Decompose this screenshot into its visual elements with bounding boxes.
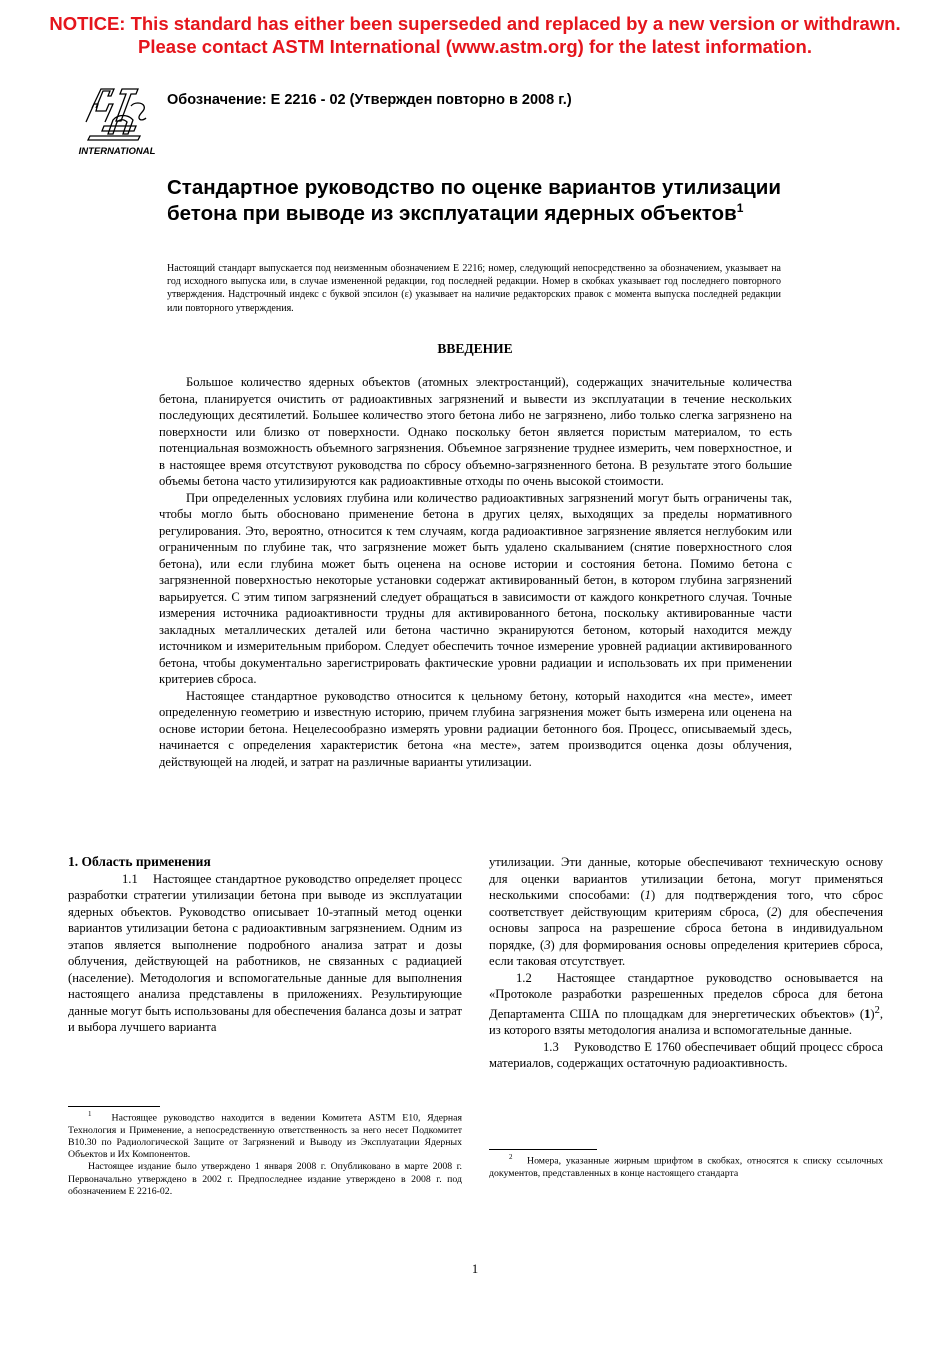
astm-international-logo-icon (76, 84, 158, 158)
intro-paragraph: Настоящее стандартное руководство относится к цельному бетону, который находится «на месте», имеет определенную геометрию и известную историю, причем глубина загрязнения может быть измерена или оценена на основе истории бетона. Нецелесообразно измерять уровни радиации бетонного боя. Процесс, описываемый здесь, начинается с определения характеристик бетона «на месте», затем производится оценка дозы облучения, действующей на людей, и затрат на различные варианты утилизации. (159, 688, 792, 769)
footnote-mark: 2 (509, 1153, 513, 1161)
paragraph-number: 1.1 (122, 871, 138, 886)
left-column (68, 854, 462, 1036)
list-number: 3 (544, 937, 551, 952)
footnote-mark: 1 (88, 1110, 92, 1118)
intro-body (159, 374, 792, 770)
standard-note: Настоящий стандарт выпускается под неизменным обозначением E 2216; номер, следующий непосредственно за обозначением, указывает на год исходного выпуска или, в случае измененной редакции, год последней редакции. Номер в скобках указывает год последнего повторного утверждения. Надстрочный индекс с буквой эпсилон (ε) указывает на наличие редакторских правок с момента выпуска последней редакции или повторного утверждения. (167, 263, 781, 314)
paragraph-text: ) для подтверждения того, что сброс соответствует действующим критериям сброса, ( (489, 888, 883, 919)
footnote-2 (489, 1151, 883, 1180)
paragraph-1-2: 1.2 Настоящее стандартное руководство основывается на «Протоколе разработки разрешенных пределов сброса для бетона Департамента США по площадкам для энергетических объектов» $(1)^2$, из которого взяты методология анализа и вспомогательные данные. (489, 970, 883, 1038)
paragraph-1-1 (68, 871, 462, 1036)
title-text: Стандартное руководство по оценке вариантов утилизации бетона при выводе из эксплуатации ядерных объектов (167, 176, 781, 225)
paragraph-1-1-continued (489, 854, 883, 970)
paragraph-text: утилизации. Эти данные, которые обеспечивают техническую основу для оценки вариантов утилизации бетона, могут применяться несколькими способами: ( (489, 855, 883, 902)
paragraph-1-3 (489, 1039, 883, 1072)
notice-line-2: Please contact ASTM International (www.astm.org) for the latest information. (138, 36, 812, 57)
intro-heading: ВВЕДЕНИЕ (437, 341, 513, 356)
paragraph-text: Руководство E 1760 обеспечивает общий процесс сброса материалов, содержащих остаточную радиоактивность. (489, 1039, 883, 1071)
list-number: 2 (771, 904, 778, 919)
supersession-notice (0, 12, 950, 58)
list-number: 1 (644, 888, 651, 902)
footnote-text: Настоящее руководство находится в ведении Комитета ASTM E10, Ядерная Технология и Применение, а непосредственную ответственность за него несет Подкомитет B10.30 по Радиологической Защите от Загрязнений и Выводу из Эксплуатации Ядерных Объектов и Их Компонентов. (68, 1112, 462, 1161)
footnote-paragraph: Настоящее издание было утверждено 1 января 2008 г. Опубликовано в марте 2008 г. Первоначально утверждено в 2002 г. Предпоследнее издание утверждено в 2008 г. под обозначением E 2216-02. (68, 1161, 462, 1198)
paragraph-text: Настоящее стандартное руководство определяет процесс разработки стратегии утилизации бетона при выводе из эксплуатации ядерных объектов. Руководство описывает 10-этапный метод оценки вариантов утилизации бетона с радиоактивным загрязнением. Одним из этапов является выполнение подробного анализа затрат и дозы облучения, действующей на работников, не связанных с радиацией (население). Методология и вспомогательные данные для выполнения настоящего анализа представлены в приложениях. Результирующие данные могут быть использованы для обеспечения баланса дозы и затрат и выбора лучшего варианта (68, 871, 462, 1034)
paragraph-text: , из которого взяты методология анализа и вспомогательные данные. (489, 1006, 883, 1038)
page-number: 1 (471, 1262, 479, 1276)
paragraph-number: 1.2 (516, 970, 532, 985)
right-column (489, 854, 883, 1072)
intro-paragraph: При определенных условиях глубина или количество радиоактивных загрязнений могут быть ограничены так, чтобы могло быть обосновано применение бетона в других целях, выходящих за пределы нормативного регулирования. Это, вероятно, относится к тем случаям, когда радиоактивное загрязнение является неглубоким или ограниченным по глубине так, что загрязнение может быть удалено скалыванием (снятие поверхностного слоя бетона), или если глубина может быть оценена на основе истории и состояния бетона. Помимо бетона с загрязненной поверхностью некоторые установки содержат активированный бетон, в котором глубина загрязнений варьируется. С этим типом загрязнений следует обращаться в зависимости от каждого конкретного случая. Точные измерения источника радиоактивности трудны для активированного бетона, поскольку активированные части закладных металлических деталей или бетона частично экранируются бетоном, который находится между источником и измерительным прибором. Следует обеспечить точное измерение уровней радиации активированного бетона, чтобы документально зарегистрировать фактические уровни радиации и использовать их при применении критериев сброса. (159, 490, 792, 686)
footnote-mark: 2 (874, 1004, 880, 1016)
title-footnote-mark: 1 (736, 201, 744, 216)
paragraph-number: 1.3 (543, 1039, 559, 1054)
paragraph-text: Настоящее стандартное руководство основывается на «Протоколе разработки разрешенных пределов сброса для бетона Департамента США по площадкам для энергетических объектов» ( (489, 970, 883, 1021)
document-title (167, 175, 781, 227)
footnote-rule (68, 1106, 160, 1107)
intro-paragraph: Большое количество ядерных объектов (атомных электростанций), содержащих значительные количества бетона, планируется очистить от радиоактивных загрязнений и вывести из эксплуатации в течение нескольких последующих десятилетий. Большее количество этого бетона либо не загрязнено, либо только слегка загрязнено на поверхности или близко от поверхности. Однако поскольку бетон является пористым материалом, то есть потенциальная возможность объемного загрязнения. Объемное загрязнение труднее измерить, чем поверхностное, и в настоящее время отсутствуют руководства по сбросу объемно-загрязненного бетона. В результате этого большие объемы бетона часто утилизируются как радиоактивные отходы по очень высокой стоимости. (159, 375, 792, 488)
section-heading-scope: 1. Область применения (68, 854, 211, 869)
footnote-rule (489, 1149, 597, 1150)
logo-text: INTERNATIONAL (78, 146, 156, 157)
footnote-paragraph (68, 1108, 462, 1161)
paragraph-text: ) для формирования основы определения критериев сброса, если таковая отсутствует. (489, 937, 884, 968)
paragraph-text: ) для обеспечения основы запроса на разрешение сброса бетона в индивидуальном порядке, ( (489, 904, 883, 952)
reference-number: 1 (864, 1006, 871, 1021)
notice-line-1: NOTICE: This standard has either been superseded and replaced by a new version or withdrawn. (49, 13, 901, 34)
footnote-1 (68, 1108, 462, 1198)
footnote-text: Номера, указанные жирным шрифтом в скобках, относятся к списку ссылочных документов, представленных в конце настоящего стандарта (489, 1155, 883, 1179)
designation: Обозначение: E 2216 - 02 (Утвержден повторно в 2008 г.) (167, 92, 572, 108)
footnote-paragraph (489, 1151, 883, 1180)
